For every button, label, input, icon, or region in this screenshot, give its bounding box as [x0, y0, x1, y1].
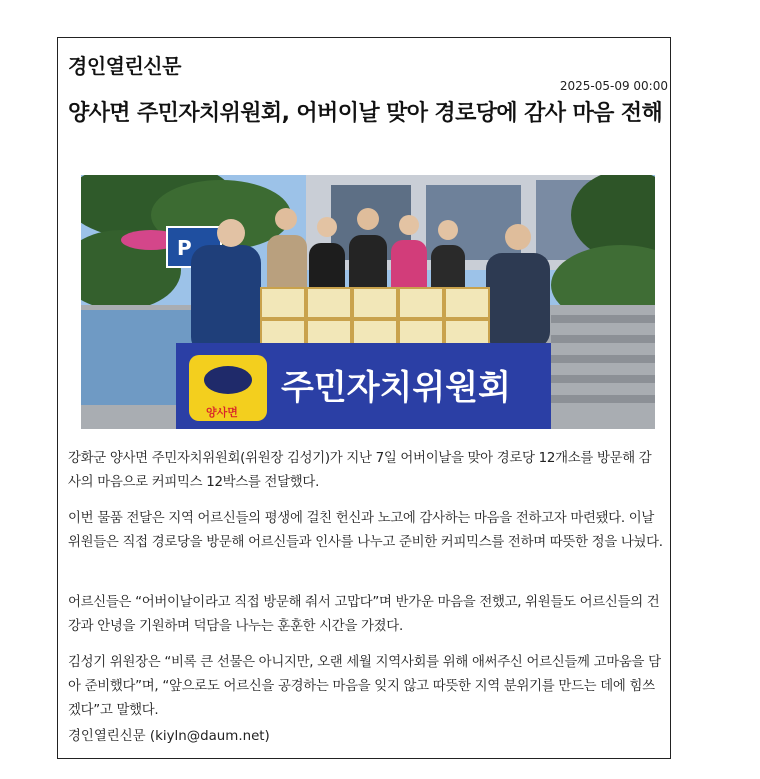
parking-sign-letter: P: [177, 236, 192, 260]
headline: 양사면 주민자치위원회, 어버이날 맞아 경로당에 감사 마음 전해: [68, 101, 663, 126]
photo-illustration: [81, 175, 655, 429]
banner-logo-mark: [204, 366, 252, 394]
banner-logo-text: 양사면: [206, 406, 238, 419]
paragraph-3: 어르신들은 “어버이날이라고 직접 방문해 줘서 고맙다”며 반가운 마음을 전했고, 위원들도 어르신들의 건강과 안녕을 기원하며 덕담을 나누는 훈훈한 시간을 가졌다.: [68, 595, 660, 634]
paragraph-2: 이번 물품 전달은 지역 어르신들의 평생에 걸친 헌신과 노고에 감사하는 마음을 전하고자 마련됐다. 이날 위원들은 직접 경로당을 방문해 어르신들과 인사를 나누고 준비한 커피믹스를 전하며 따뜻한 정을 나눴다.: [68, 511, 663, 550]
paragraph-4: 김성기 위원장은 “비록 큰 선물은 아니지만, 오랜 세월 지역사회를 위해 애써주신 어르신들께 고마움을 담아 준비했다”며, “앞으로도 어르신을 공경하는 마음을 잊지 않고 따뜻한 지역 분위기를 만드는 데에 힘쓰겠다”고 말했다.: [68, 655, 661, 718]
banner-text: 주민자치위원회: [281, 368, 511, 408]
paragraph-1: 강화군 양사면 주민자치위원회(위원장 김성기)가 지난 7일 어버이날을 맞아 경로당 12개소를 방문해 감사의 마음으로 커피믹스 12박스를 전달했다.: [68, 451, 652, 490]
coffee-boxes: [261, 288, 489, 350]
author-credit: 경인열린신문 (kiyln@daum.net): [68, 729, 270, 744]
publication-name: 경인열린신문: [68, 54, 181, 78]
publish-date: 2025-05-09 00:00: [559, 79, 668, 93]
article-photo: [81, 175, 655, 429]
